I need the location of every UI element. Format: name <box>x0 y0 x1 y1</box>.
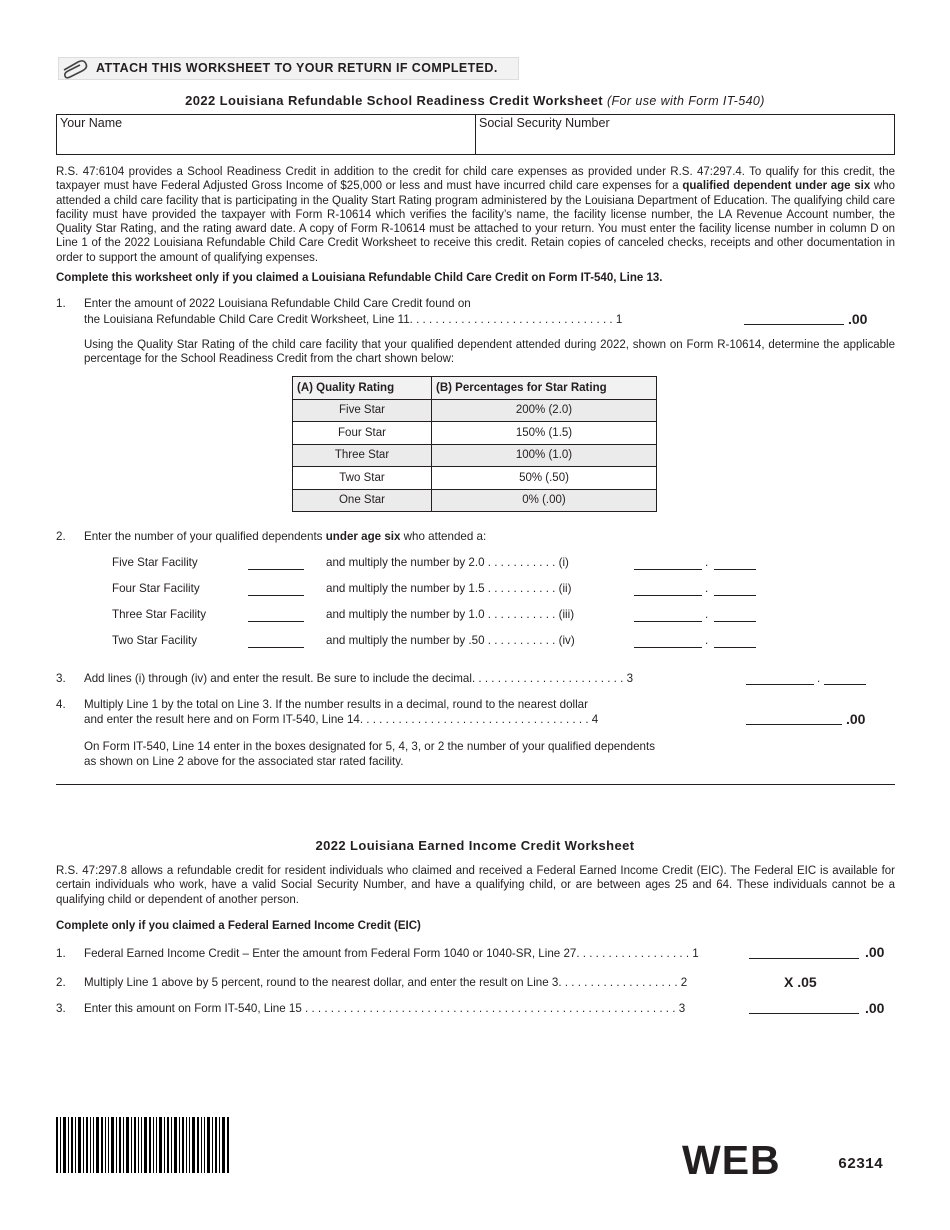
table-header-quality: (A) Quality Rating <box>293 377 432 400</box>
worksheet1-instruction: Complete this worksheet only if you claimed a Louisiana Refundable Child Care Credit on Form IT-540, Line 13. <box>56 272 663 284</box>
eic-line-number: 1. <box>56 947 66 960</box>
facility-label: Five Star Facility <box>112 556 198 569</box>
table-header-percent: (B) Percentages for Star Rating <box>432 377 657 400</box>
worksheet2-intro: R.S. 47:297.8 allows a refundable credit for resident individuals who claimed and received a Federal Earned Income Credit (EIC). The Federal EIC is available for certain individuals who work, have a valid Social Security Number, and have a qualifying child, or are between ages 25 and 64. These individuals cannot be a qualifying child or dependent of another person. <box>56 865 895 906</box>
facility-result-field[interactable] <box>634 647 702 648</box>
eic-line3-cents: .00 <box>865 1000 885 1016</box>
table-cell: Two Star <box>293 467 432 490</box>
intro-part-b: qualified dependent under age six <box>682 180 871 193</box>
eic-line-text: Multiply Line 1 above by 5 percent, round to the nearest dollar, and enter the result on Line 3. . . . . . . . . . . . . . . . . . . 2 <box>84 976 688 989</box>
facility-result-field[interactable] <box>634 621 702 622</box>
worksheet2-instruction: Complete only if you claimed a Federal Earned Income Credit (EIC) <box>56 920 421 932</box>
your-name-label: Your Name <box>60 116 123 130</box>
table-cell: 200% (2.0) <box>432 399 657 422</box>
line4-text-b: and enter the result here and on Form IT-540, Line 14. . . . . . . . . . . . . . . . . . . . . . . . . . . . . . . . . . . . 4 <box>84 713 599 726</box>
worksheet2-title: 2022 Louisiana Earned Income Credit Worksheet <box>315 838 635 853</box>
line1-number: 1. <box>56 297 66 310</box>
worksheet1-title <box>0 93 950 108</box>
line2-number: 2. <box>56 530 66 543</box>
star-rating-paragraph: Using the Quality Star Rating of the child care facility that your qualified dependent attended during 2022, shown on Form R-10614, determine the applicable percentage for the School Readiness Credit from the chart shown below: <box>84 339 895 366</box>
facility-count-field[interactable] <box>248 621 304 622</box>
facility-decimal-field[interactable] <box>714 595 756 596</box>
eic-line2-multiplier: X .05 <box>784 974 817 990</box>
table-cell: 0% (.00) <box>432 489 657 512</box>
facility-label: Two Star Facility <box>112 634 198 647</box>
facility-multiplier: and multiply the number by 1.0 . . . . . . . . . . . (iii) <box>326 608 575 621</box>
line4-cents: .00 <box>846 711 866 727</box>
eic-line3-field[interactable] <box>749 1013 859 1014</box>
line1-text-b: the Louisiana Refundable Child Care Credit Worksheet, Line 11. . . . . . . . . . . . . . . . . . . . . . . . . . . . . . . . 1 <box>84 313 623 326</box>
eic-line-number: 2. <box>56 976 66 989</box>
table-cell: 150% (1.5) <box>432 422 657 445</box>
name-ssn-box <box>56 114 895 155</box>
line1-amount-field[interactable] <box>744 324 844 325</box>
web-label: WEB <box>682 1137 781 1183</box>
facility-count-field[interactable] <box>248 569 304 570</box>
worksheet1-title-text: 2022 Louisiana Refundable School Readiness Credit Worksheet <box>185 93 603 108</box>
facility-result-field[interactable] <box>634 569 702 570</box>
line2-text-a: Enter the number of your qualified dependents <box>84 530 326 543</box>
facility-multiplier: and multiply the number by 2.0 . . . . . . . . . . . (i) <box>326 556 569 569</box>
table-cell: Four Star <box>293 422 432 445</box>
table-cell: Three Star <box>293 444 432 467</box>
facility-decimal-field[interactable] <box>714 621 756 622</box>
facility-result-field[interactable] <box>634 595 702 596</box>
facility-decimal: . <box>705 634 709 647</box>
worksheet1-intro <box>56 165 895 265</box>
star-rating-table <box>292 376 657 512</box>
facility-decimal-field[interactable] <box>714 569 756 570</box>
line2-text-b: under age six <box>325 530 401 543</box>
intro-part-a: R.S. 47:6104 provides a School Readiness Credit in addition to the credit for child care expenses as provided under R.S. 47:297.4. To qualify for this credit, the taxpayer must have Federal Adjusted Gross Income of $25,000 or less and must have incurred child care expenses for a <box>56 166 895 193</box>
line1-cents: .00 <box>848 311 868 327</box>
facility-decimal: . <box>705 556 709 569</box>
line3-total-field[interactable] <box>746 684 814 685</box>
line4-text-a: Multiply Line 1 by the total on Line 3. If the number results in a decimal, round to the nearest dollar <box>84 698 588 711</box>
facility-count-field[interactable] <box>248 595 304 596</box>
facility-label: Four Star Facility <box>112 582 200 595</box>
table-cell: 100% (1.0) <box>432 444 657 467</box>
paperclip-icon <box>60 58 90 80</box>
intro-part-c: who attended a child care facility that is participating in the Quality Start Rating program administered by the Louisiana Department of Education. The qualifying child care facility must have provided the taxpayer with Form R-10614 which verifies the facility’s name, the facility license number, the LA Revenue Account number, the Quality Star Rating, and the rating award date. A copy of Form R-10614 must be attached to your return. You must enter the facility license number in column D on Line 1 of the 2022 Louisiana Refundable Child Care Credit Worksheet to receive this credit. Retain copies of canceled checks, receipts and other documentation in order to support the amount of qualifying expenses. <box>56 180 896 264</box>
line2-text <box>84 530 486 543</box>
line4-number: 4. <box>56 698 66 711</box>
attach-notice: ATTACH THIS WORKSHEET TO YOUR RETURN IF COMPLETED. <box>96 61 498 75</box>
line2-text-c: who attended a: <box>400 530 487 543</box>
facility-multiplier: and multiply the number by .50 . . . . . . . . . . . (iv) <box>326 634 575 647</box>
eic-line-number: 3. <box>56 1002 66 1015</box>
facility-label: Three Star Facility <box>112 608 207 621</box>
line3-decimal: . <box>817 672 821 685</box>
facility-decimal: . <box>705 608 709 621</box>
table-cell: 50% (.50) <box>432 467 657 490</box>
form-code: 62314 <box>838 1156 884 1173</box>
table-cell: One Star <box>293 489 432 512</box>
ssn-label: Social Security Number <box>479 116 610 130</box>
note-text-b: as shown on Line 2 above for the associated star rated facility. <box>84 755 404 768</box>
table-cell: Five Star <box>293 399 432 422</box>
ssn-field[interactable] <box>478 131 892 153</box>
facility-decimal: . <box>705 582 709 595</box>
line3-decimal-field[interactable] <box>824 684 866 685</box>
worksheet1-subtitle: (For use with Form IT-540) <box>606 94 765 108</box>
note-text-a: On Form IT-540, Line 14 enter in the boxes designated for 5, 4, 3, or 2 the number of your qualified dependents <box>84 740 656 753</box>
your-name-field[interactable] <box>59 131 473 153</box>
section-divider <box>56 784 895 785</box>
eic-line1-cents: .00 <box>865 944 885 960</box>
facility-count-field[interactable] <box>248 647 304 648</box>
eic-line-text: Federal Earned Income Credit – Enter the amount from Federal Form 1040 or 1040-SR, Line 27. . . . . . . . . . . . . . . . . . 1 <box>84 947 699 960</box>
line1-text-a: Enter the amount of 2022 Louisiana Refundable Child Care Credit found on <box>84 297 471 310</box>
barcode-icon <box>56 1117 230 1173</box>
line3-number: 3. <box>56 672 66 685</box>
line3-text: Add lines (i) through (iv) and enter the result. Be sure to include the decimal. . . . . . . . . . . . . . . . . . . . . . . . 3 <box>84 672 634 685</box>
eic-line1-field[interactable] <box>749 958 859 959</box>
line4-amount-field[interactable] <box>746 724 842 725</box>
eic-line-text: Enter this amount on Form IT-540, Line 15 . . . . . . . . . . . . . . . . . . . . . . . . . . . . . . . . . . . . . . . . . . . . . . . . . . . . . . . . . . 3 <box>84 1002 686 1015</box>
facility-multiplier: and multiply the number by 1.5 . . . . . . . . . . . (ii) <box>326 582 572 595</box>
facility-decimal-field[interactable] <box>714 647 756 648</box>
